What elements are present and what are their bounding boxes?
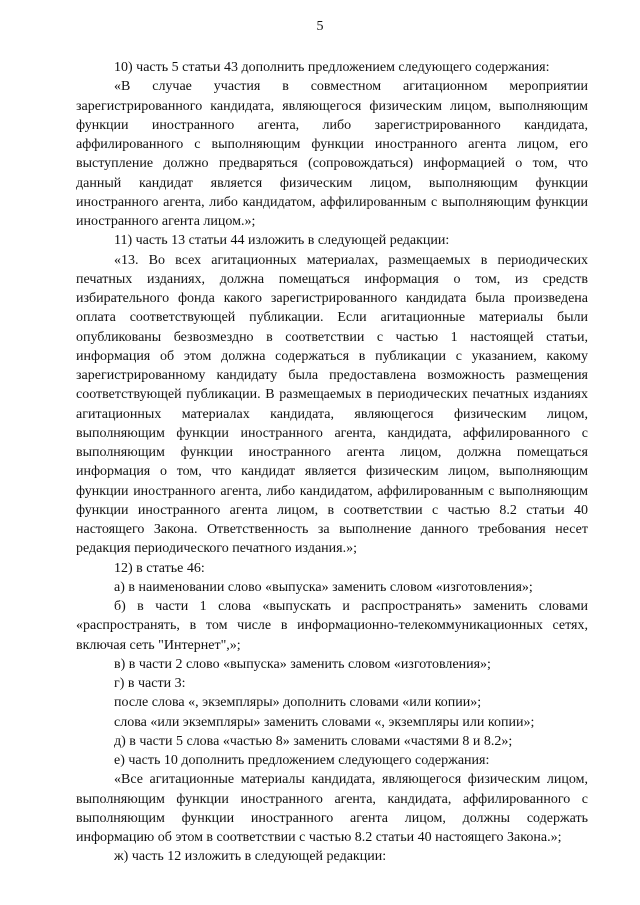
- paragraph: д) в части 5 слова «частью 8» заменить словами «частями 8 и 8.2»;: [114, 733, 513, 749]
- paragraph: е) часть 10 дополнить предложением следующего содержания:: [114, 753, 490, 768]
- paragraph: г) в части 3:: [114, 676, 186, 691]
- paragraph: в) в части 2 слово «выпуска» заменить словом «изготовления»;: [114, 656, 491, 672]
- paragraph: б) в части 1 слова «выпускать и распространять» заменить словами «распространять, в том числе в информационно-телекоммуникационных сетях, включая сеть "Интернет",»;: [76, 599, 588, 653]
- paragraph: после слова «, экземпляры» дополнить словами «или копии»;: [114, 695, 482, 711]
- paragraph: «Все агитационные материалы кандидата, являющегося физическим лицом, выполняющим функции иностранного агента, кандидата, аффилированного с выполняющим функции иностранного агента лицом, должны содержать информацию об этом в соответствии с частью 8.2 статьи 40 настоящего Закона.»;: [76, 772, 588, 845]
- body-text: [76, 58, 588, 867]
- paragraph: «В случае участия в совместном агитационном мероприятии зарегистрированного кандидата, являющегося физическим лицом, выполняющим функции иностранного агента, либо зарегистрированного кандидата, аффилированного с выполняющим функции иностранного агента лицом, его выступление должно предваряться (сопровождаться) информацией о том, что данный кандидат является физическим лицом, выполняющим функции иностранного агента, либо кандидатом, аффилированным с выполняющим функции иностранного агента лицом.»;: [76, 79, 588, 229]
- paragraph: 10) часть 5 статьи 43 дополнить предложением следующего содержания:: [114, 60, 550, 75]
- page-number: 5: [316, 19, 324, 34]
- paragraph: а) в наименовании слово «выпуска» заменить словом «изготовления»;: [114, 579, 533, 595]
- paragraph: слова «или экземпляры» заменить словами «, экземпляры или копии»;: [114, 714, 535, 730]
- paragraph: «13. Во всех агитационных материалах, размещаемых в периодических печатных изданиях, должна помещаться информация о том, из средств избирательного фонда какого зарегистрированного кандидата была произведена оплата соответствующей публикации. Если агитационные материалы были опубликованы безвозмездно в соответствии с частью 1 настоящей статьи, информация об этом должна содержаться в публикации с указанием, какому зарегистрированному кандидату была предоставлена возможность размещения соответствующей публикации. В размещаемых в периодических печатных изданиях агитационных материалах кандидата, являющегося физическим лицом, выполняющим функции иностранного агента, кандидата, аффилированного с выполняющим функции иностранного агента лицом, должна помещаться информация о том, что кандидат является физическим лицом, выполняющим функции иностранного агента, либо кандидатом, аффилированным с выполняющим функции иностранного агента лицом, в соответствии с частью 8.2 статьи 40 настоящего Закона. Ответственность за выполнение данного требования несет редакция периодического печатного издания.»;: [76, 252, 588, 557]
- paragraph: ж) часть 12 изложить в следующей редакции:: [114, 849, 387, 865]
- paragraph: 12) в статье 46:: [114, 560, 205, 576]
- paragraph: 11) часть 13 статьи 44 изложить в следующей редакции:: [114, 233, 450, 249]
